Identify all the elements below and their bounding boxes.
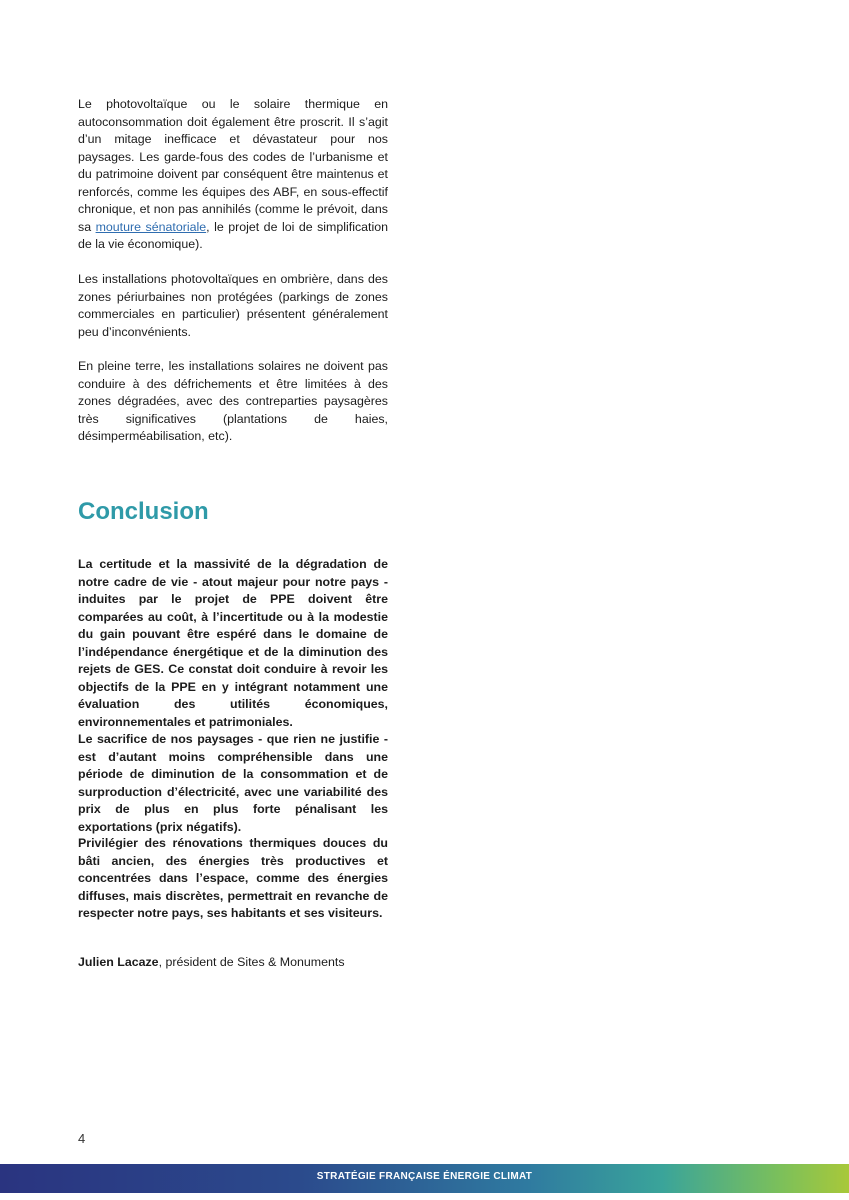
signature-role: , président de Sites & Monuments bbox=[158, 955, 345, 969]
footer-bar bbox=[0, 1164, 849, 1193]
mouture-senatoriale-link[interactable]: mouture sénatoriale bbox=[95, 219, 207, 234]
conclusion-paragraph-2: Le sacrifice de nos paysages - que rien ne justifie - est d’autant moins compréhensible dans une période de diminution de la consommation et de surproduction d’électricité, avec une variabilité des prix de plus en plus forte pénalisant les exportations (prix négatifs). bbox=[78, 732, 388, 834]
paragraph-solar-autoconsumption bbox=[78, 96, 388, 254]
conclusion-heading: Conclusion bbox=[78, 498, 209, 525]
paragraph-ombriere: Les installations photovoltaïques en ombrière, dans des zones périurbaines non protégées (parkings de zones commerciales en particulier) présentent généralement peu d’inconvénients. bbox=[78, 272, 388, 339]
footer-title: STRATÉGIE FRANÇAISE ÉNERGIE CLIMAT bbox=[316, 1171, 533, 1182]
paragraph-text: , le projet de loi de simplification de la vie économique). bbox=[78, 219, 389, 251]
page-number: 4 bbox=[78, 1131, 86, 1146]
paragraph-text: Le photovoltaïque ou le solaire thermique en autoconsommation doit également être proscrit. Il s’agit d’un mitage inefficace et dévastateur pour nos paysages. Les garde-fous des codes de l’urbanisme et du patrimoine doivent par conséquent être maintenus et renforcés, comme les équipes des ABF, en sous-effectif chronique, et non pas annihilés (comme le prévoit, dans sa bbox=[78, 97, 388, 234]
conclusion-paragraph-3: Privilégier des rénovations thermiques douces du bâti ancien, des énergies très productives et concentrées dans l’espace, comme des énergies diffuses, mais discrètes, permettrait en revanche de respecter notre pays, ses habitants et ses visiteurs. bbox=[78, 836, 388, 920]
signature bbox=[78, 954, 345, 972]
conclusion-paragraph-1: La certitude et la massivité de la dégradation de notre cadre de vie - atout majeur pour notre pays - induites par le projet de PPE doivent être comparées au coût, à l’incertitude ou à la modestie du gain pouvant être espéré dans le domaine de l’indépendance énergétique et de la diminution des rejets de GES. Ce constat doit conduire à revoir les objectifs de la PPE en y intégrant notamment une évaluation des utilités économiques, environnementales et patrimoniales. bbox=[78, 557, 388, 729]
signature-name: Julien Lacaze bbox=[78, 955, 159, 969]
paragraph-pleine-terre: En pleine terre, les installations solaires ne doivent pas conduire à des défrichements et être limitées à des zones dégradées, avec des contreparties paysagères très significatives (plantations de haies, désimperméabilisation, etc). bbox=[78, 359, 388, 443]
